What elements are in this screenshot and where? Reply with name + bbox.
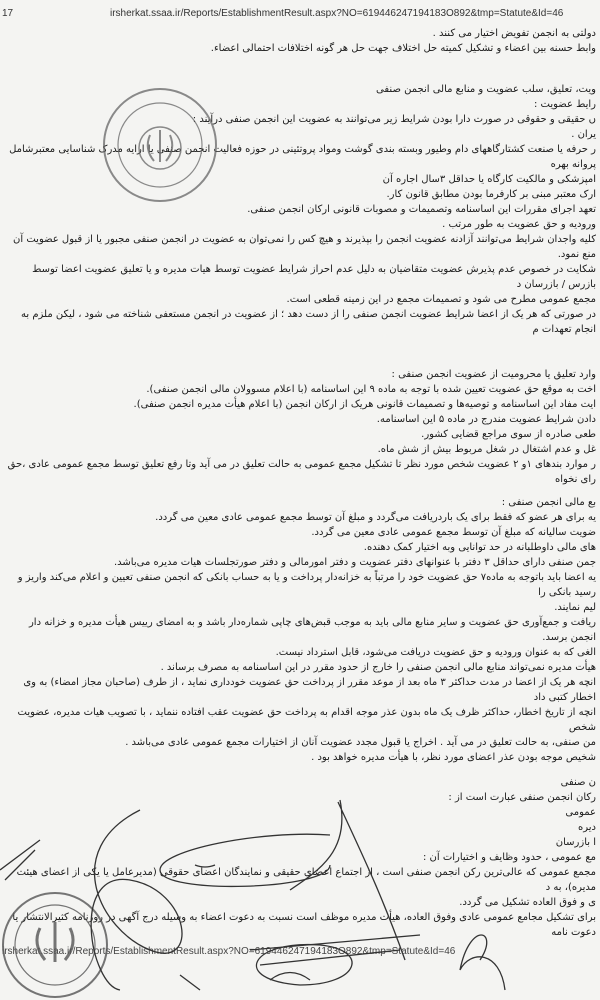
document-line: ارک معتبر مبنی بر کارفرما بودن مطابق قانون کار.	[386, 189, 596, 200]
document-line: شخیص موجه بودن عذر اعضای مورد نظر، با هیأت مدیره خواهد بود .	[311, 752, 596, 763]
document-line: رکان انجمن صنفی عبارت است از :	[448, 792, 596, 803]
document-line: دادن شرایط عضویت مندرج در ماده ۵ این اساسنامه.	[376, 414, 596, 425]
document-line: طعی صادره از سوی مراجع قضایی کشور.	[421, 429, 596, 440]
document-line: ریافت و جمع‌آوری حق عضویت و سایر منابع مالی باید به موجب قبض‌های چاپی شماره‌دار باشد و به امضای رییس هیأت مدیره و خزانه دار انجمن برسد.	[28, 617, 596, 643]
document-line: دولتی به انجمن تفویض اختیار می کنند .	[432, 28, 596, 39]
document-line: برای تشکیل مجامع عمومی عادی وفوق العاده، هیأت مدیره موظف است نسبت به دعوت اعضاء به وسیله درج آگهی در روزنامه کثیرالانتشار یا دعوت نامه	[12, 912, 596, 938]
document-line: ویت، تعلیق، سلب عضویت و منابع مالی انجمن صنفی	[376, 84, 596, 95]
document-line: من صنفی، به حالت تعلیق در می آید . اخراج یا قبول مجدد عضویت آنان از اختیارات مجمع عمومی عادی می‌باشد .	[125, 737, 596, 748]
document-line: ن صنفی	[560, 777, 596, 788]
page-header	[0, 0, 600, 26]
document-line: ں حقیقی و حقوقی در صورت دارا بودن شرایط زیر می‌توانند به عضویت این انجمن صنفی درآیند :	[192, 114, 596, 125]
document-line: مجمع عمومی مطرح می شود و تصمیمات مجمع در این زمینه قطعی است.	[286, 294, 596, 305]
page-number: 17	[2, 8, 14, 19]
document-line: کلیه واجدان شرایط می‌توانند آزادنه عضویت انجمن را بپذیرند و هیچ کس را نمی‌توان به عضویت در انجمن صنفی مجبور یا از قبول عضویت آن منع نمود.	[13, 234, 596, 260]
document-line: جمن صنفی دارای حداقل ۳ دفتر با عنوانهای دفتر عضویت و دفتر امورمالی و دفتر صورتجلسات هیات مدیره می‌باشد.	[113, 557, 596, 568]
document-line: وارد تعلیق یا محرومیت از عضویت انجمن صنفی :	[391, 369, 596, 380]
document-line: عمومی	[565, 807, 596, 818]
document-line: رایط عضویت :	[533, 99, 596, 110]
document-line: ورودیه و حق عضویت به طور مرتب .	[442, 219, 596, 230]
document-line: مع عمومی ، حدود وظایف و اختیارات آن :	[422, 852, 596, 863]
document-line: غل و عدم اشتغال در شغل مربوط بیش از شش ماه.	[377, 444, 596, 455]
document-line: الغی که به عنوان ورودیه و حق عضویت دریافت می‌شود، قابل استرداد نیست.	[275, 647, 596, 658]
footer-url: irsherkat.ssaa.ir/Reports/EstablishmentResult.aspx?NO=619446247194183O892&tmp=Statute&Id=46	[2, 946, 456, 957]
document-line: دیره	[578, 822, 596, 833]
document-line: در صورتی که هر یک از اعضا شرایط عضویت انجمن صنفی را از دست دهد ؛ از عضویت در انجمن مستعفی شناخته می شود ، لیکن ملزم به انجام تعهدات م	[21, 309, 596, 335]
document-line: ضویت سالیانه که مبلغ آن توسط مجمع عمومی عادی معین می گردد.	[311, 527, 596, 538]
document-line: ا بازرسان	[555, 837, 596, 848]
document-line: امپزشکی و مالکیت کارگاه یا حداقل ۳سال اجاره آن	[382, 174, 596, 185]
document-line: بع مالی انجمن صنفی :	[501, 497, 596, 508]
document-line: اخت به موقع حق عضویت تعیین شده با توجه به ماده ۹ این اساسنامه (با اعلام مسوولان مالی انجمن صنفی).	[146, 384, 596, 395]
document-line: لیم نمایند.	[554, 602, 596, 613]
document-line: انچه از تاریخ اخطار، حداکثر ظرف یک ماه بدون عذر موجه اقدام به پرداخت حق عضویت عقب افتاده ننماید ، با تصویب هیات مدیره، عضویت شخص	[17, 707, 596, 733]
document-line: یه برای هر عضو که فقط برای یک باردریافت می‌گردد و مبلغ آن توسط مجمع عمومی عادی معین می گردد.	[155, 512, 596, 523]
document-body	[0, 26, 600, 940]
document-line: ر موارد بندهای ۱و ۲ عضویت شخص مورد نظر تا تشکیل مجمع عمومی به حالت تعلیق در می آید وتا رفع تعلیق توسط مجمع عمومی عادی ،حق رای نخواه	[7, 459, 596, 485]
document-line: ی و فوق العاده تشکیل می گردد.	[459, 897, 596, 908]
document-line: یران .	[571, 129, 596, 140]
document-line: ایت مفاد این اساسنامه و توصیه‌ها و تصمیمات قانونی هریک از ارکان انجمن (با اعلام هیأت مدیره انجمن صنفی).	[133, 399, 596, 410]
document-line: ر حرفه یا صنعت کشتارگاههای دام وطیور وبسته بندی گوشت ومواد پروتئینی در حوزه فعالیت انجمن صنفی یا ارایه مدرک شناسایی معتبرشامل پروانه بهره	[9, 144, 596, 170]
header-url: irsherkat.ssaa.ir/Reports/EstablishmentResult.aspx?NO=619446247194183O892&tmp=Statute&Id=46	[110, 8, 564, 19]
document-line: انچه هر یک از اعضا در مدت حداکثر ۳ ماه بعد از موعد مقرر از پرداخت حق عضویت خودداری نماید ، از طرف (صاحبان مجاز امضاء) به وی اخطار کتبی داد	[23, 677, 596, 703]
document-line: یه اعضا باید باتوجه به ماده۷ حق عضویت خود را مرتباً به خزانه‌دار پرداخت و یا به حساب بانکی که انجمن صنفی تعیین و اعلام می‌کند واریز و رسید بانکی را	[17, 572, 596, 598]
document-line: شکایت در خصوص عدم پذیرش عضویت متقاضیان به دلیل عدم احراز شرایط عضویت توسط هیات مدیره و یا تعلیق عضویت اعضا توسط بازرس / بازرسان د	[32, 264, 596, 290]
document-line: مجمع عمومی که عالی‌ترین رکن انجمن صنفی است ، از اجتماع اعضای حقیقی و نمایندگان اعضای حقوقی (مدیرعامل یا یکی از اعضای هیئت مدیره)، به د	[16, 867, 596, 893]
document-line: هیأت مدیره نمی‌تواند منابع مالی انجمن صنفی را خارج از حدود مقرر در این اساسنامه به مصرف برساند .	[160, 662, 596, 673]
document-line: وابط حسنه بین اعضاء و تشکیل کمیته حل اختلاف جهت حل هر گونه اختلافات احتمالی اعضاء.	[210, 43, 596, 54]
document-line: های مالی داوطلبانه در حد توانایی وبه اختیار کمک دهنده.	[363, 542, 596, 553]
document-line: تعهد اجرای مقررات این اساسنامه وتصمیمات و مصوبات قانونی ارکان انجمن صنفی.	[247, 204, 596, 215]
